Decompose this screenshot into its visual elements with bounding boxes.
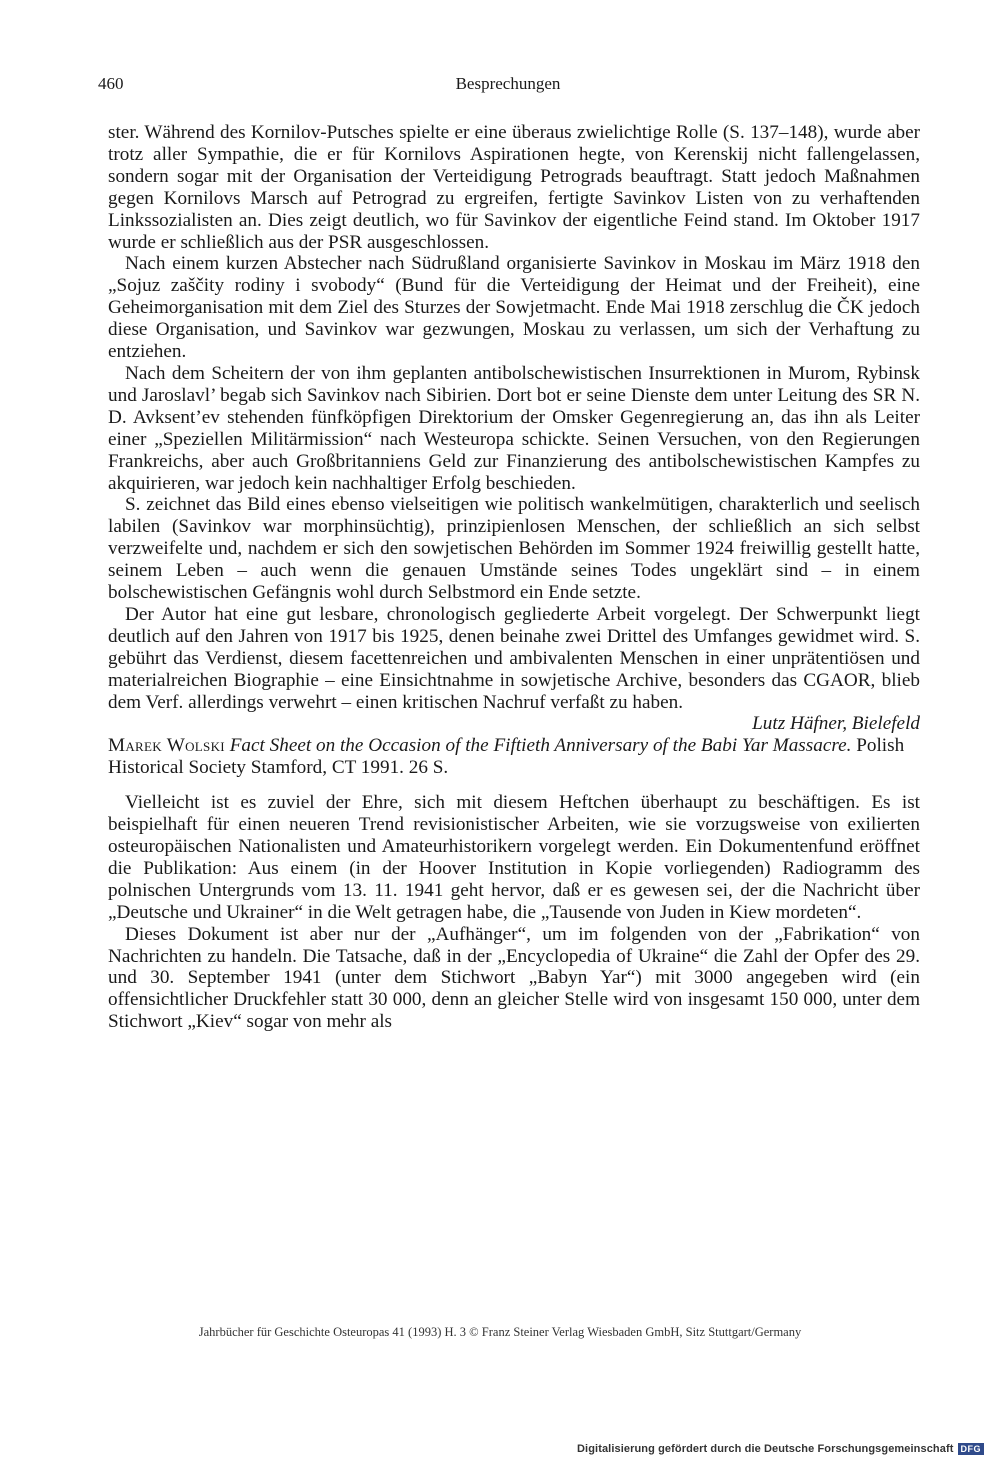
review1-paragraph-1: ster. Während des Kornilov-Putsches spielte er eine überaus zwielichtige Rolle (S. 137–148), wurde aber trotz aller Sympathie, die er für Kornilovs Aspirationen hegte, von Kerenskij nicht fallengelassen, sondern sogar mit der Organisation der Verteidigung Petrograds beauftragt. Statt jedoch Maßnahmen gegen Kornilovs Marsch auf Petrograd zu ergreifen, fertigte Savinkov Listen von zu verhaftenden Linkssozialisten an. Dies zeigt deutlich, wo für Savinkov der eigentliche Feind stand. Im Oktober 1917 wurde er schließlich aus der PSR ausgeschlossen. <box>108 122 920 253</box>
review1-paragraph-2: Nach einem kurzen Abstecher nach Südrußland organisierte Savinkov in Moskau im März 1918 den „Sojuz zaščity rodiny i svobody“ (Bund für die Verteidigung der Heimat und der Freiheit), eine Geheimorganisation mit dem Ziel des Sturzes der Sowjetmacht. Ende Mai 1918 zerschlug die ČK jedoch diese Organisation, und Savinkov war gezwungen, Moskau zu verlassen, um sich der Verhaftung zu entziehen. <box>108 253 920 363</box>
dfg-logo-icon: DFG <box>958 1443 985 1455</box>
review1-paragraph-4: S. zeichnet das Bild eines ebenso vielseitigen wie politisch wankelmütigen, charakterlich und seelisch labilen (Savinkov war morphinsüchtig), prinzipienlosen Menschen, der schließlich an sich selbst verzweifelte und, nachdem er sich den sowjetischen Behörden im Sommer 1924 freiwillig gestellt hatte, seinem Leben – auch wenn die genauen Umstände seines Todes ungeklärt sind – in einem bolschewistischen Gefängnis wohl durch Selbstmord ein Ende setzte. <box>108 494 920 604</box>
review2-body <box>108 792 920 1033</box>
dfg-notice-text: Digitalisierung gefördert durch die Deutsche Forschungsgemeinschaft <box>577 1443 954 1455</box>
page-header <box>98 74 918 98</box>
review2-paragraph-2: Dieses Dokument ist aber nur der „Aufhänger“, um im folgenden von der „Fabrikation“ von Nachrichten zu handeln. Die Tatsache, daß in der „Encyclopedia of Ukraine“ die Zahl der Opfer des 29. und 30. September 1941 (unter dem Stichwort „Babyn Yar“) mit 3000 angegeben wird (ein offensichtlicher Druckfehler statt 30 000, denn an gleicher Stelle wird von insgesamt 150 000, unter dem Stichwort „Kiev“ sogar von mehr als <box>108 923 920 1033</box>
review2-author: Marek Wolski <box>108 735 225 757</box>
review2-publication: Polish Historical Society Stamford, CT 1991. 26 S. <box>108 735 905 779</box>
review2-heading <box>108 735 920 779</box>
journal-citation: Jahrbücher für Geschichte Osteuropas 41 (1993) H. 3 © Franz Steiner Verlag Wiesbaden GmbH, Sitz Stuttgart/Germany <box>198 1325 802 1339</box>
page-number: 460 <box>98 74 124 93</box>
running-title: Besprechungen <box>455 74 561 93</box>
reviewer-signature: Lutz Häfner, Bielefeld <box>752 713 920 735</box>
review2-title: Fact Sheet on the Occasion of the Fiftieth Anniversary of the Babi Yar Massacre. <box>229 735 852 757</box>
review1-paragraph-3: Nach dem Scheitern der von ihm geplanten antibolschewistischen Insurrektionen in Murom, Rybinsk und Jaroslavl’ begab sich Savinkov nach Sibirien. Dort bot er seine Dienste dem unter Leitung des SR N. D. Avksent’ev stehenden fünfköpfigen Direktorium der Omsker Gegenregierung an, das ihn als Leiter einer „Speziellen Militärmission“ nach Westeuropa schickte. Seinen Versuchen, von den Regierungen Frankreichs, aber auch Großbritanniens Geld zur Finanzierung des antibolschewistischen Kampfes zu akquirieren, war jedoch kein nachhaltiger Erfolg beschieden. <box>108 362 920 494</box>
text-body <box>108 122 920 1033</box>
dfg-notice <box>577 1443 984 1455</box>
review1-paragraph-5: Der Autor hat eine gut lesbare, chronologisch gegliederte Arbeit vorgelegt. Der Schwerpunkt liegt deutlich auf den Jahren von 1917 bis 1925, denen beinahe zwei Drittel des Umfanges gewidmet wird. S. gebührt das Verdienst, diesem facettenreichen und ambivalenten Menschen in einer unprätentiösen und materialreichen Biographie – eine Einsichtnahme in sowjetische Archive, besonders das CGAOR, blieb dem Verf. allerdings verwehrt – einen kritischen Nachruf verfaßt zu haben. <box>108 603 920 713</box>
review2-paragraph-1: Vielleicht ist es zuviel der Ehre, sich mit diesem Heftchen überhaupt zu beschäftigen. Es ist beispielhaft für einen neueren Trend revisionistischer Arbeiten, wie sie vorzugsweise von exilierten osteuropäischen Nationalisten und Amateurhistorikern vorgelegt werden. Ein Dokumentenfund eröffnet die Publikation: Aus einem (in der Hoover Institution in Kopie vorliegenden) Radiogramm des polnischen Untergrunds vom 13. 11. 1941 geht hervor, daß er es gewesen sei, der die Nachricht über „Deutsche und Ukrainer“ in die Welt getragen habe, die „Tausende von Juden in Kiew mordeten“. <box>108 792 920 923</box>
